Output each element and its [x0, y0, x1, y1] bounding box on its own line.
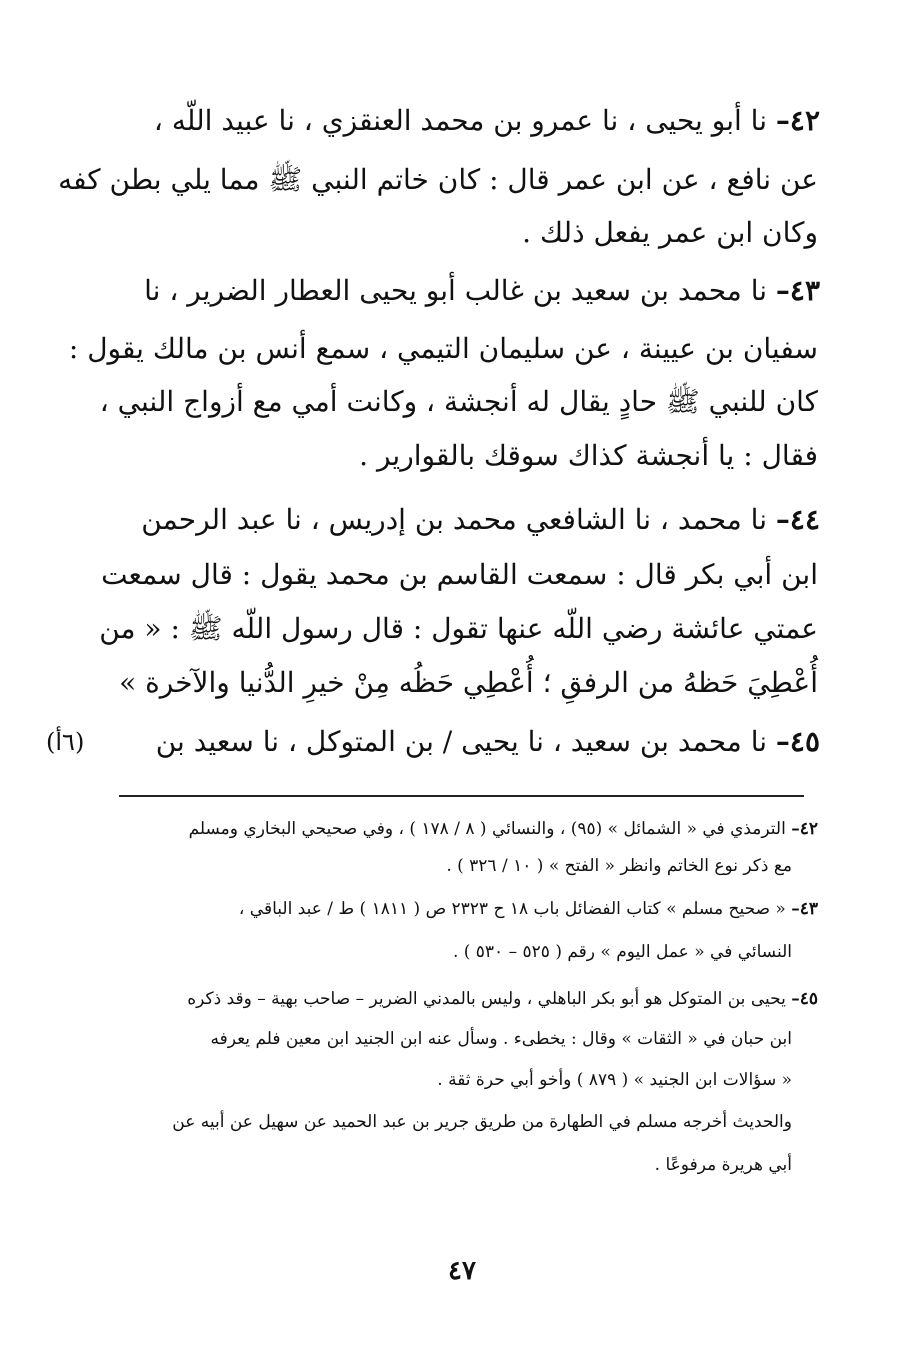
- footnote-45-line-1: ٤٥– يحيى بن المتوكل هو أبو بكر الباهلي ، وليس بالمدني الضرير – صاحب بهية – وقد ذكره: [187, 989, 818, 1009]
- hadith-42-line-2: عن نافع ، عن ابن عمر قال : كان خاتم النبي ﷺ مما يلي بطن كفه: [58, 163, 818, 196]
- footnote-number: ٤٢–: [791, 819, 818, 839]
- footnote-number: ٤٥–: [791, 989, 818, 1009]
- hadith-44-line-3: عمتي عائشة رضي اللّه عنها تقول : قال رسول اللّه ﷺ : « من: [99, 612, 818, 645]
- hadith-43-line-2: سفيان بن عيينة ، عن سليمان التيمي ، سمع أنس بن مالك يقول :: [68, 332, 818, 365]
- manuscript-folio-marker: (٦أ): [46, 728, 85, 756]
- hadith-number: ٤٤–: [775, 503, 820, 536]
- footnote-42-line-2: مع ذكر نوع الخاتم وانظر « الفتح » ( ١٠ / ٣٢٦ ) .: [446, 856, 792, 876]
- hadith-45-line-1: ٤٥– نا محمد بن سعيد ، نا يحيى / بن المتوكل ، نا سعيد بن: [155, 725, 820, 758]
- page-number: ٤٧: [448, 1256, 476, 1286]
- footnote-45-line-2: ابن حبان في « الثقات » وقال : يخطىء . وسأل عنه ابن الجنيد ابن معين فلم يعرفه: [210, 1029, 792, 1049]
- hadith-number: ٤٥–: [775, 725, 820, 758]
- hadith-44-line-2: ابن أبي بكر قال : سمعت القاسم بن محمد يقول : قال سمعت: [101, 558, 818, 591]
- hadith-43-line-3: كان للنبي ﷺ حادٍ يقال له أنجشة ، وكانت أمي مع أزواج النبي ،: [99, 385, 818, 418]
- footnote-45-line-3: « سؤالات ابن الجنيد » ( ٨٧٩ ) وأخو أبي حرة ثقة .: [437, 1070, 792, 1090]
- hadith-42-line-3: وكان ابن عمر يفعل ذلك .: [522, 216, 818, 249]
- hadith-number: ٤٢–: [775, 104, 820, 137]
- footnote-45-extra-line-2: أبي هريرة مرفوعًا .: [654, 1155, 792, 1175]
- hadith-number: ٤٣–: [775, 274, 820, 307]
- footnote-42-line-1: ٤٢– الترمذي في « الشمائل » (٩٥) ، والنسائي ( ٨ / ١٧٨ ) ، وفي صحيحي البخاري ومسلم: [188, 819, 818, 839]
- hadith-44-line-1: ٤٤– نا محمد ، نا الشافعي محمد بن إدريس ، نا عبد الرحمن: [141, 503, 820, 536]
- footnote-separator: [119, 795, 804, 797]
- hadith-43-line-4: فقال : يا أنجشة كذاك سوقك بالقوارير .: [359, 439, 818, 472]
- hadith-42-line-1: ٤٢– نا أبو يحيى ، نا عمرو بن محمد العنقزي ، نا عبيد اللّه ،: [153, 104, 820, 137]
- footnote-43-line-1: ٤٣– « صحيح مسلم » كتاب الفضائل باب ١٨ ح ٢٣٢٣ ص ( ١٨١١ ) ط / عبد الباقي ،: [238, 899, 818, 919]
- footnote-43-line-2: النسائي في « عمل اليوم » رقم ( ٥٢٥ – ٥٣٠ ) .: [452, 942, 792, 962]
- footnote-45-extra-line-1: والحديث أخرجه مسلم في الطهارة من طريق جرير بن عبد الحميد عن سهيل عن أبيه عن: [172, 1112, 792, 1132]
- footnote-number: ٤٣–: [791, 899, 818, 919]
- hadith-44-line-4: أُعْطِيَ حَظهُ من الرفقِ ؛ أُعْطِي حَظُه مِنْ خيرِ الدُّنيا والآخرة »: [119, 666, 818, 699]
- hadith-43-line-1: ٤٣– نا محمد بن سعيد بن غالب أبو يحيى العطار الضرير ، نا: [144, 274, 820, 307]
